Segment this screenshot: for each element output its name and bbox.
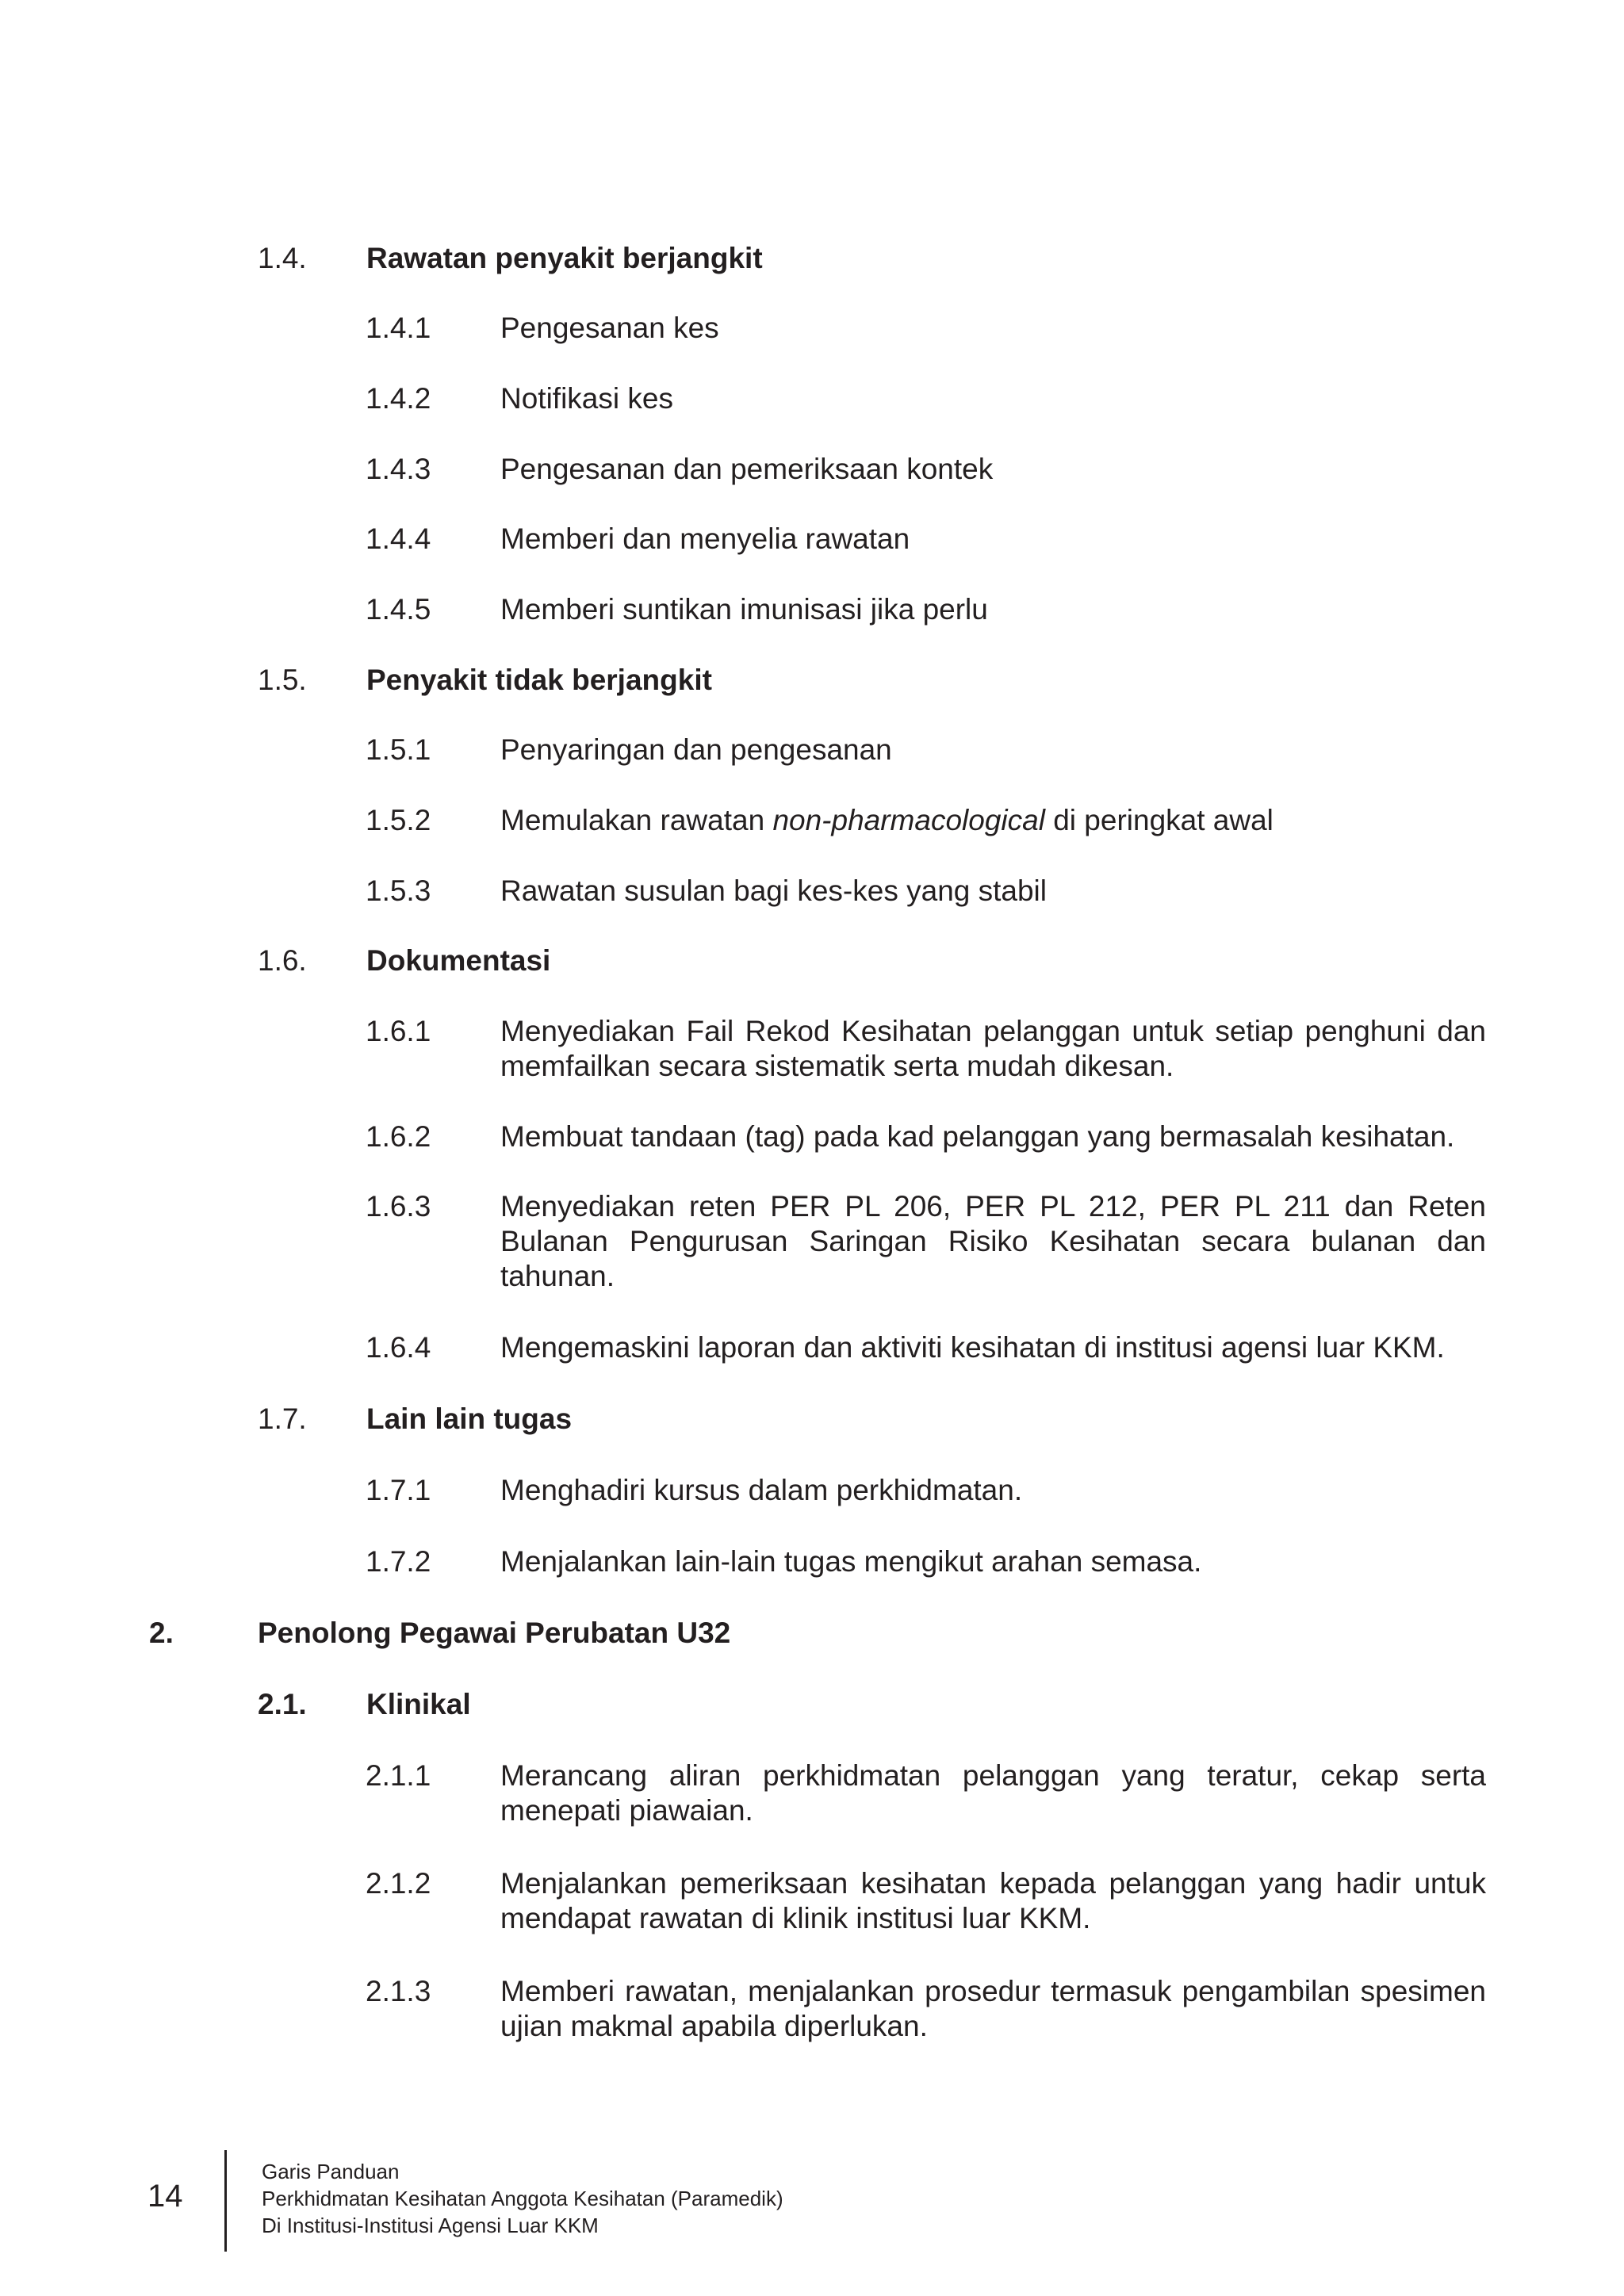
footer-line: Perkhidmatan Kesihatan Anggota Kesihatan (Paramedik): [262, 2187, 783, 2210]
section-number: 1.6.: [258, 944, 307, 977]
item-text: Pengesanan kes: [500, 312, 719, 344]
italic-term: non-pharmacological: [772, 804, 1045, 836]
item-text: [500, 803, 1486, 838]
section-number: 2.1.: [258, 1688, 307, 1720]
item-text: Penyaringan dan pengesanan: [500, 733, 892, 766]
item-text: Membuat tandaan (tag) pada kad pelanggan yang bermasalah kesihatan.: [500, 1120, 1455, 1153]
section-title: Dokumentasi: [366, 944, 551, 977]
item-text: Menjalankan pemeriksaan kesihatan kepada pelanggan yang hadir untuk mendapat rawatan di klinik institusi luar KKM.: [500, 1867, 1486, 1934]
section-number: 1.5.: [258, 664, 307, 696]
item-text: Notifikasi kes: [500, 382, 673, 415]
footer-line: Garis Panduan: [262, 2160, 400, 2183]
section-title: Rawatan penyakit berjangkit: [366, 242, 763, 274]
item-number: 1.5.3: [366, 874, 431, 907]
item-number: 1.4.4: [366, 522, 431, 555]
item-number: 1.5.2: [366, 804, 431, 836]
item-text: Pengesanan dan pemeriksaan kontek: [500, 453, 994, 485]
item-number: 1.4.5: [366, 593, 431, 626]
item-text: Merancang aliran perkhidmatan pelanggan yang teratur, cekap serta menepati piawaian.: [500, 1759, 1486, 1827]
item-number: 1.6.2: [366, 1120, 431, 1153]
item-number: 1.6.4: [366, 1331, 431, 1364]
item-number: 1.6.3: [366, 1190, 431, 1223]
section-number: 1.4.: [258, 242, 307, 274]
item-number: 2.1.2: [366, 1867, 431, 1900]
item-text: Memberi rawatan, menjalankan prosedur termasuk pengambilan spesimen ujian makmal apabila diperlukan.: [500, 1975, 1486, 2042]
item-number: 1.4.1: [366, 312, 431, 344]
chapter-number: 2.: [149, 1617, 174, 1649]
item-number: 2.1.3: [366, 1975, 431, 2007]
section-title: Penyakit tidak berjangkit: [366, 664, 712, 696]
section-number: 1.7.: [258, 1402, 307, 1435]
section-title: Lain lain tugas: [366, 1402, 573, 1435]
footer-line: Di Institusi-Institusi Agensi Luar KKM: [262, 2214, 599, 2237]
item-number: 1.5.1: [366, 733, 431, 766]
item-number: 1.6.1: [366, 1015, 431, 1047]
page-number: 14: [147, 2179, 183, 2214]
footer-title: [262, 2158, 783, 2239]
item-text: Memberi suntikan imunisasi jika perlu: [500, 593, 988, 626]
item-text: Rawatan susulan bagi kes-kes yang stabil: [500, 874, 1047, 907]
item-number: 1.4.3: [366, 453, 431, 485]
item-text: Mengemaskini laporan dan aktiviti kesihatan di institusi agensi luar KKM.: [500, 1331, 1445, 1364]
footer-divider: [224, 2150, 227, 2252]
item-text: Menghadiri kursus dalam perkhidmatan.: [500, 1474, 1023, 1506]
item-text: Menjalankan lain-lain tugas mengikut arahan semasa.: [500, 1545, 1202, 1578]
item-text: Menyediakan Fail Rekod Kesihatan pelanggan untuk setiap penghuni dan memfailkan secara sistematik serta mudah dikesan.: [500, 1015, 1486, 1082]
item-text-part: Memulakan rawatan: [500, 804, 773, 836]
item-number: 2.1.1: [366, 1759, 431, 1792]
item-number: 1.4.2: [366, 382, 431, 415]
item-text: Memberi dan menyelia rawatan: [500, 522, 910, 555]
item-text-part: di peringkat awal: [1044, 804, 1274, 836]
item-number: 1.7.2: [366, 1545, 431, 1578]
section-title: Klinikal: [366, 1688, 471, 1720]
item-text: Menyediakan reten PER PL 206, PER PL 212, PER PL 211 dan Reten Bulanan Pengurusan Saringan Risiko Kesihatan secara bulanan dan tahunan.: [500, 1190, 1486, 1292]
chapter-title: Penolong Pegawai Perubatan U32: [258, 1617, 731, 1649]
item-number: 1.7.1: [366, 1474, 431, 1506]
